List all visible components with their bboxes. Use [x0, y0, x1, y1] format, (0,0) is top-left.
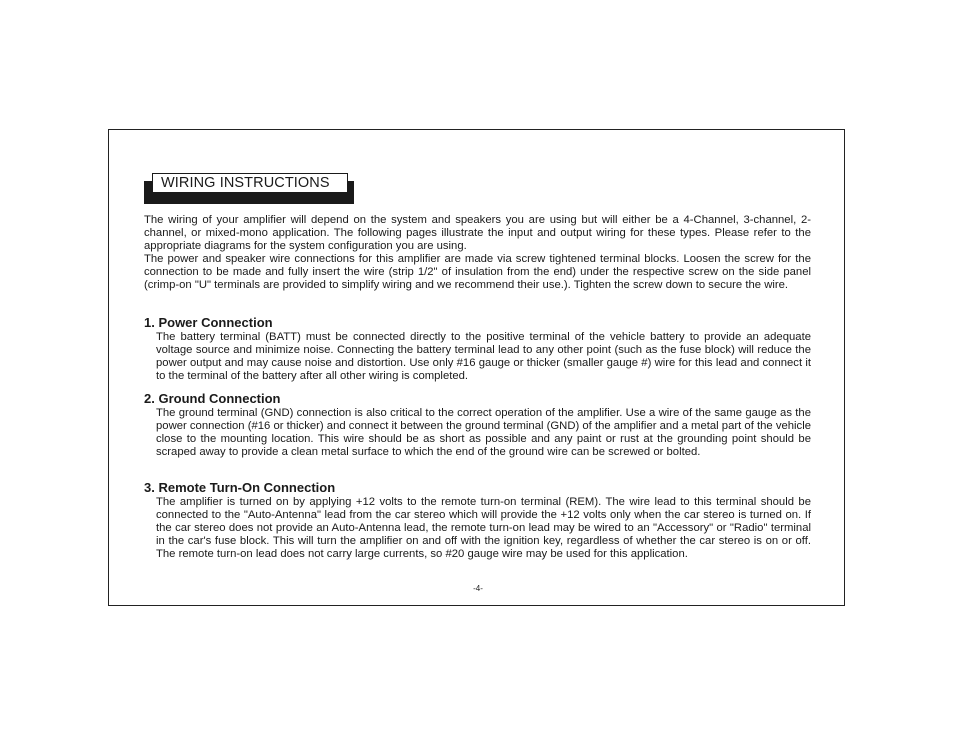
- intro-paragraph: The wiring of your amplifier will depend on the system and speakers you are using but will either be a 4-Channel, 3-channel, 2-channel, or mixed-mono application. The following pages illustrate the input and output wiring for these types. Please refer to the appropriate diagrams for the system configuration you are using.: [144, 214, 811, 252]
- section-title-remote: 3. Remote Turn-On Connection: [144, 480, 336, 495]
- intro-paragraph: The power and speaker wire connections for this amplifier are made via screw tightened terminal blocks. Loosen the screw for the connection to be made and fully insert the wire (strip 1/2" of insulation from the end) under the respective screw on the side panel (crimp-on "U" terminals are provided to simplify wiring and we recommend their use.). Tighten the screw down to secure the wire.: [144, 252, 811, 291]
- page-number: -4-: [473, 584, 483, 593]
- section-body-ground: The ground terminal (GND) connection is also critical to the correct operation of the amplifier. Use a wire of the same gauge as the power connection (#16 or thicker) and connect it between the ground terminal (GND) of the amplifier and a metal part of the vehicle close to the mounting location. This wire should be as short as possible and any paint or rust at the grounding point should be scraped away to provide a clean metal surface to which the end of the ground wire can be screwed or bolted.: [156, 407, 811, 458]
- section-heading: [144, 173, 354, 205]
- heading-label: WIRING INSTRUCTIONS: [152, 173, 348, 193]
- section-body-remote: The amplifier is turned on by applying +12 volts to the remote turn-on terminal (REM). The wire lead to this terminal should be connected to the "Auto-Antenna" lead from the car stereo which will provide the +12 volts only when the car stereo is turned on. If the car stereo does not provide an Auto-Antenna lead, the remote turn-on lead may be wired to an "Accessory" or "Radio" terminal in the car's fuse block. This will turn the amplifier on and off with the ignition key, regardless of whether the car stereo is on or off. The remote turn-on lead does not carry large currents, so #20 gauge wire may be used for this application.: [156, 496, 811, 560]
- section-body-power: The battery terminal (BATT) must be connected directly to the positive terminal of the vehicle battery to provide an adequate voltage source and minimize noise. Connecting the battery terminal lead to any other point (such as the fuse block) will reduce the power output and may cause noise and distortion. Use only #16 gauge or thicker (smaller gauge #) wire for this lead and connect it to the terminal of the battery after all other wiring is completed.: [156, 331, 811, 382]
- section-title-ground: 2. Ground Connection: [144, 391, 281, 406]
- section-title-power: 1. Power Connection: [144, 315, 273, 330]
- intro-text: [144, 214, 811, 291]
